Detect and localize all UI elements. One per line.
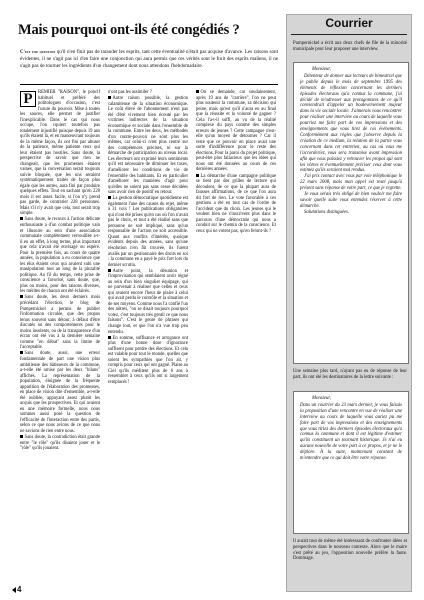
bullet-square-icon (108, 196, 111, 199)
paragraph: On se demande, car soudainement, après 19 ans de "carrière", l'on ne peut plus soutenir la commune, sa décision qui peine, mais qu'est qu'il n'aura eu au final que la réussite et la volonté de gagner ? Cela l'a-t-il suffi, au vu de la réalité complexe du pays comme des simples erreurs de jeunes ? Cette campagne n'est-elle qu'un moyen de détourner ? Car il reste que ce pouvoir en place avait une sorte d'indifférence pour le reste des élections. Pour la paroi du projet politique, peut-être plus fallacieux que les idées qui nous ont été données au cours de ces dernières années. (196, 90, 276, 173)
sidebar-lead: Pumpernickel a écrit aux deux chefs de file de la minorité municipale pour leur proposer une interview. (293, 41, 407, 52)
letter-paragraph: Je vous serais très obligé de bien vouloir me faire savoir quelle suite vous entendez réserver à cette démarche. (300, 192, 402, 209)
article-column-2 (108, 90, 188, 386)
letter-paragraph: J'ai pris contact avec vous par voie téléphonique le 22 mars 2008, mais mon appel est resté jusqu'à présent sans réponse de votre part, ce que je regrette. (300, 174, 402, 192)
courrier-sidebar (286, 14, 412, 592)
letter-paragraph: Détenteur de donner aux lecteurs de bimestriel que je publie depuis le mois de septembre 1995 des éléments de réflexion concernant les derniers épisodes électoraux qu'a connus la commune, j'ai décidé de m'adresser aux protagonistes de ce qu'il conviendrait d'appeler un bouleversement majeur dans la vie sociale locale. J'aimerais vous rencontrer pour réaliser une interview au cours de laquelle vous pourriez me faire part de vos impressions et des enseignements que vous tirez de ces événements. Conformément aux règles que j'observe depuis la création de ce medium, la relation de la partie vous concernant dans cet entretien, au cas où vous me l'accorderiez, vous sera transmise avant impression afin que vous puissiez y retrouver les propos qui sont les vôtres et éventuellement préciser ceux dont vous estimez qu'ils seraient mal rendus. (300, 73, 402, 174)
bullet-square-icon (196, 90, 199, 93)
paragraph: En somme, suffisance et arrogance ont plus d'une bonne dose d'ignorance suffisent pour perdre des élections. Et cela est valable pour tout le monde, quelles que soient les sympathies que l'on ait, y compris pour ceux qui ont gagné. Plaise au Ciel qu'ils méditent plus de 6 ans à ressembler à ceux qu'ils ont si largement remplacés ! (108, 335, 188, 385)
article-column-3 (196, 90, 276, 235)
intro-lead: C'est une question (20, 50, 56, 55)
bullet-square-icon (20, 217, 23, 220)
sidebar-title: Courrier (325, 16, 373, 30)
paragraph: n'ont pas les assimiler ? (108, 90, 152, 95)
paragraph: P REMIER "RAISON", le poncif habituel et préféré des politologues d'occasion, c'est l'usure du pouvoir. Mise à toutes les sauces, elle permet de justifier l'inexplicable. Dans le cas qui nous occupe, l'on cquiert toutefois pas totalement injustifié puisque depuis 19 ans qu'ils étaient là, et en manœuvrant toujours de la même façon, ils ont fini par abuser de la patience, même patiente ceux qui leur étaient pas hostiles. Sans doute, la perspective de savoir que rien ne changeait, que les promesses étaient vaines, que la conversation serait toujours suivie bloquée, que les uns seraient systématiquement traités de façon plus égale que les autres, aura fini par produire quelques effets. Tout en sachant qu'en 228 mois il est assez facile, si l'on n'y prend pas garde, de contrarier 228 personnes. Mais s'il n'y avait que cela, tout serait trop simple. (20, 90, 100, 217)
bullet-square-icon (196, 174, 199, 177)
bullet-square-icon (108, 96, 111, 99)
letter-closing: Salutations distinguées. (304, 209, 350, 215)
article-intro (20, 49, 278, 69)
letter-box-1 (293, 62, 409, 364)
paragraph: Sans doute, les deux derniers mois précédant l'élection, le blog de Pumpernickel a permis de publier l'information circulée, que des propos tenus souvent sans détour, à défaut d'être discutés ou des comportements pour le moins insolents, ou de la transparence d'un écran ont été vus à la dernière semaine comme "en débat" sans la limite de l'acceptable. (20, 295, 100, 351)
letter-box-2 (293, 391, 409, 534)
paragraph: Sans doute, le recours à l'action délicate enthousiaste a d'un combat politique vain et illusoire au sein d'une association communale complètement verrouillée a-t-il eu un effet, à long terme, plus important que cela n'avait été envisagé ou espéré. Pour la première fois, au cours de quatre années, la population a eu conscience que les élus étaient ceux qui avaient subi une manipulation tout au long de la pluralité politique. Au fil du temps, cette prise de conscience a favorisé, sans doute, que, plus ou moins, pour des raisons diverses, les mérites de chacun ont été éclairés. (20, 217, 100, 295)
letter-salutation: Monsieur, (312, 396, 331, 401)
sidebar-conclusion: Il aurait tout de même été intéressant de confronter idées et perspectives dans le nouveau contexte. Alors que le maire s'est prêté au jeu, l'opposition nouvelle préfère la faute. Dommage. (293, 539, 407, 562)
letter-paragraph: Dans un courrier du 23 mars dernier, je vous faisais la proposition d'une rencontre en vue de réaliser une interview au cours de laquelle vous auriez pu me faire part de vos impressions et des enseignements que vous tiriez des derniers épisodes électoraux qu'a connus la commune et dont il est légitime d'estimer qu'ils constituent un tournant historique. Je n'ai eu aucune nouvelle de votre part à ce propos, et je ne le déplore. À la suite, maintenant constant de m'entendre que ce qui doit être votre réponse. (300, 402, 402, 462)
paragraph: Sans doute, la contradiction était grande entre "le rôle" qu'ils disaient jouer et le "rôle" qu'ils jouaient. (20, 435, 100, 452)
page-number: 4 (12, 585, 21, 594)
paragraph: Autre raison possible, la gestion calamiteuse de la situation économique. Le coût élevé de l'abonnement n'eut pas été d'été vivement bien écouté par les victimes indirectes de la situation économique et sociale dans l'ensemble de la commune. Entre les deux, les méthodes d'un contre-pouvoir ne sont plus les mêmes, car celui-ci n'est plus centré sur des compétences précises, ni sur la démarche de participation au niveau local. Les électeurs ont exprimé leurs sentiments qu'il est nécessaire de diminuer les taxes, d'améliorer les conditions de vie de l'ensemble des habitants. Et en particulier d'améliorer les manières d'agir pour qu'elles ne soient pas sans cesse décidées sans avoir rien de positif en retour. (108, 96, 188, 196)
bullet-square-icon (20, 351, 23, 354)
sidebar-transition: Une semaine plus tard, n'ayant pas eu de réponse de leur part, ils ont été les destinataires de la lettre suivante : (293, 369, 407, 380)
letter-salutation: Monsieur, (312, 67, 331, 72)
bullet-square-icon (108, 336, 111, 339)
article-column-1 (20, 90, 100, 452)
paragraph: Autre point, la désunion et l'improvisation qui semblaient avoir régné au sein d'un bien singulier équipage, qui ne parvenait à réaliser que celles et ceux qui avaient encore l'heur de plaire à celui qui avait perdu le contrôle et la situation et de ses moyens. Comme nous l'a confié l'un des nôtres, "on se disait toujours pourquoi votez, c'est toujours très gentil ce que nous faisons". C'est le genre de phrases qui change tout, et que l'on n'a vue trop peu entendu. (108, 268, 188, 335)
article-title: Mais pourquoi ont-ils été congédiés ? (18, 22, 240, 38)
intro-text: qu'il n'en finit pas de tarauder les esprits, tant cette éventualité n'était pas acquise d'avance. Les raisons sont évidentes, il ne s'agit pas ici d'en faire une conjonction qui aura permis que ces vérités sont le fruit des esprits maliens, il ne s'agit pas de tourner les ingrédients d'un changement dont nous attendons l'hebdomadaire. (20, 49, 278, 69)
paragraph: La démarche d'une campagne politique se tient par des grilles de lecture qui découlent, de ce que la plupart aura de fausses affirmations, de ce que l'on aura dit fort de rien. Le vote favorable à ces gestions a été en tout cas de l'ordre de l'accident que du choix. Les jeunes qui le veulent bien ne s'inscrivent plus dans le parcours d'une démocratie qui nous a conduit sur le chemin de la conscience. Et ceux qui ne votent pas, qu'en feront-ils ? (196, 173, 276, 234)
paragraph: La gestion démocratique quotidienne est également l'une des causes du rejet, même à 31 voix ! Les publications obligatoires qui n'ont été prises qu'en cas où l'on n'avait pas le choix, et tout a été réalisé sans que personne ne soit impliqué, sans qu'un responsable de l'action ne soit accessible. Quant aux conflits d'intérêts, quoique évidents depuis des années, sans qu'une résolution n'en fût trouvée, ils furent avalés par un gestionnaire des droits en soi : la commune en a payé le prix fort lors du dernier scrutin. (108, 196, 188, 268)
drop-cap: P (20, 91, 36, 107)
intro-divider (20, 84, 278, 85)
bullet-square-icon (108, 269, 111, 272)
bullet-square-icon (20, 295, 23, 298)
bullet-square-icon (20, 435, 23, 438)
sidebar-divider (291, 34, 407, 35)
paragraph: Sans doute, aussi, une erreur fondamentale de part une vision plus ambitieuse des bâtisseurs de la commune, a-t-elle été omise par les deux "bilans" affichés. La représentation de la population, éloignée de la fréquente apparition de l'élaboration des promesses, en place de vision dite d'ensemble, a-t-elle été oubliée, appuyant assez plutôt les acquis que les prospectives. Et qui avaient eu une mémoire formelle, nous nous sommes aussi posé la question de l'efficacité de l'interaction entre des partis, selon ce que nous avions de ce que nous ne savions de rien entre nous. (20, 351, 100, 434)
arrow-left-icon (12, 587, 16, 593)
